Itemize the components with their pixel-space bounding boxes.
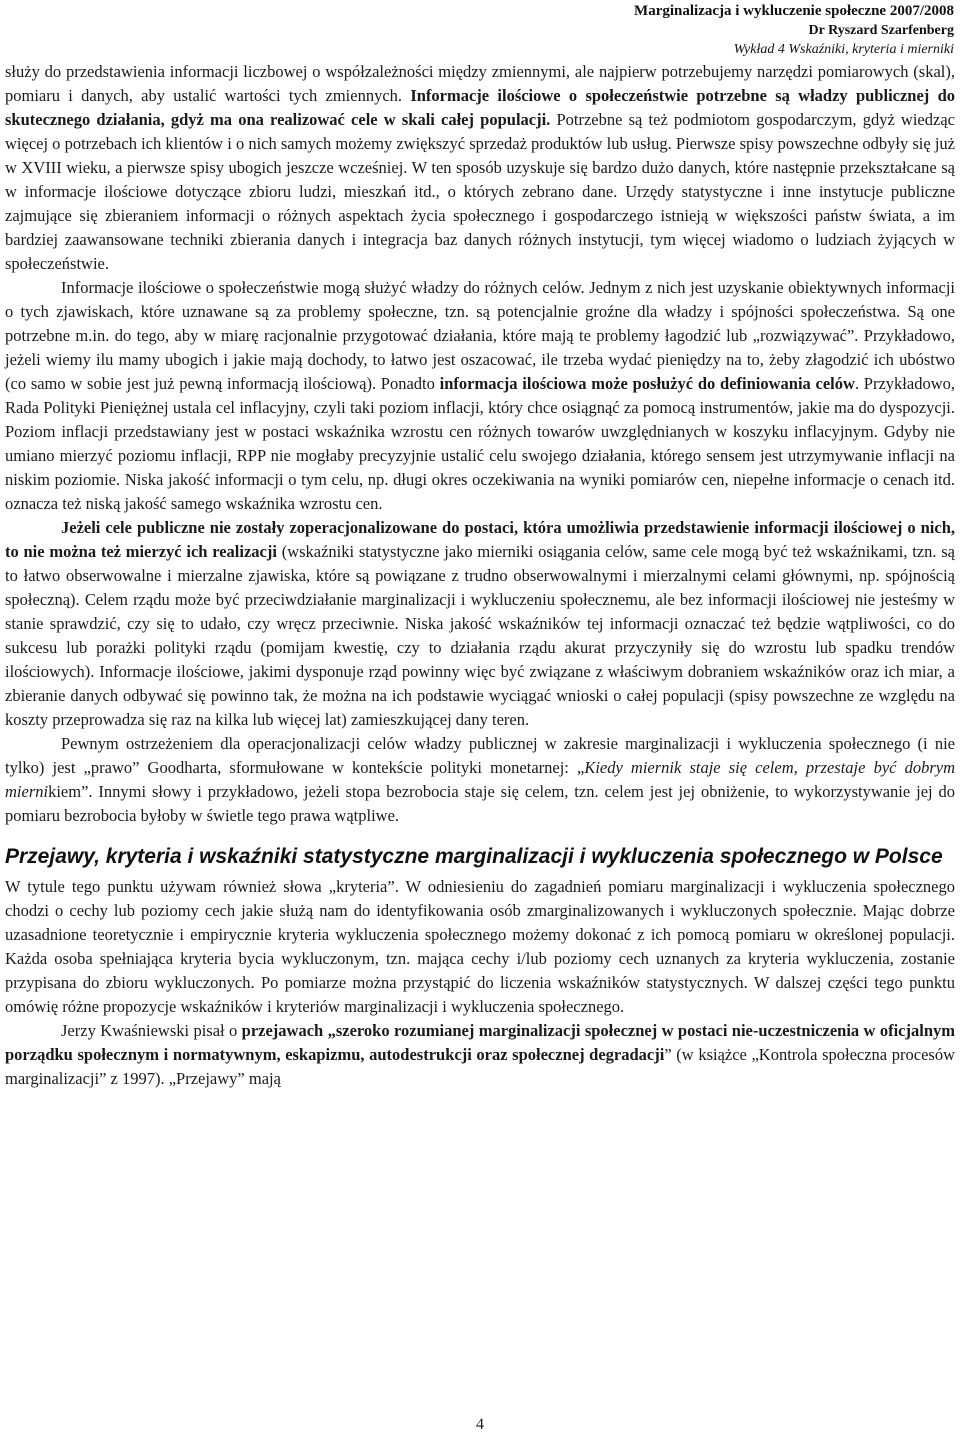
text-run: Jerzy Kwaśniewski pisał o xyxy=(61,1021,242,1040)
text-run: Pewnym ostrzeżeniem dla operacjonalizacji celów władzy publicznej w zakresie marginalizacji i wykluczenia społecznego (i nie tylko) jest „prawo” Goodharta, sformułowane w kontekście polityki monetarnej: „ xyxy=(5,734,955,777)
header-lecture: Wykład 4 Wskaźniki, kryteria i mierniki xyxy=(733,42,954,57)
paragraph-2 xyxy=(5,276,955,516)
paragraph-3 xyxy=(5,516,955,732)
paragraph-5 xyxy=(5,875,955,1019)
text-run: ” (w książce „Kontrola społeczna procesów marginalizacji” z 1997). „Przejawy” mają xyxy=(5,1045,955,1088)
text-run: Informacje ilościowe o społeczeństwie mogą służyć władzy do różnych celów. Jednym z nich jest uzyskanie obiektywnych informacji o tych zjawiskach, które uznawane są za problemy społeczne, tzn. są potencjalnie groźne dla władzy i spójności społeczeństwa. Są one potrzebne m.in. do tego, aby w miarę racjonalnie przygotować działania, które mają te problemy łagodzić lub „rozwiązywać”. Przykładowo, jeżeli wiemy ilu mamy ubogich i jakie mają dochody, to łatwo jest oszacować, ile trzeba wydać pieniędzy na to, żeby złagodzić ich ubóstwo (co samo w sobie jest już pewną informacją ilościową). Ponadto xyxy=(5,278,955,393)
page-number: 4 xyxy=(476,1416,484,1433)
bold-run: informacja ilościowa może posłużyć do definiowania celów xyxy=(439,374,855,393)
text-run: służy do przedstawienia informacji liczbowej o współzależności między zmiennymi, ale najpierw potrzebujemy narzędzi pomiarowych (skal), pomiaru i danych, aby ustalić wartości tych zmiennych. xyxy=(5,62,955,105)
header-author: Dr Ryszard Szarfenberg xyxy=(808,23,954,38)
header-course-title: Marginalizacja i wykluczenie społeczne 2007/2008 xyxy=(634,3,954,19)
bold-run: Informacje ilościowe o społeczeństwie potrzebne są władzy publicznej do skutecznego działania, gdyż ma ona realizować cele w skali całej populacji. xyxy=(5,86,955,129)
italic-run: Kiedy miernik staje się celem, przestaje być dobrym mierni xyxy=(5,758,955,801)
document-body xyxy=(5,60,955,1091)
text-run: Potrzebne są też podmiotom gospodarczym, gdyż wiedząc więcej o potrzebach ich klientów i o nich samych możemy zwiększyć sprzedaż produktów lub usług. Pierwsze spisy powszechne odbyły się już w XVIII wieku, a pierwsze spisy ubogich jeszcze wcześniej. W ten sposób uzyskuje się bardzo dużo danych, które następnie przekształcane są w informacje ilościowe dotyczące zbioru ludzi, mieszkań itd., o których zebrano dane. Urzędy statystyczne i inne instytucje publiczne zajmujące się zbieraniem informacji o różnych aspektach życia społecznego i gospodarczego istnieją w większości państw świata, a im bardziej zaawansowane techniki zbierania danych i integracja baz danych różnych instytucji, tym więcej wiadomo o ludziach żyjących w społeczeństwie. xyxy=(5,110,955,273)
paragraph-6 xyxy=(5,1019,955,1091)
bold-run: przejawach „szeroko rozumianej marginalizacji społecznej w postaci nie-uczestniczenia w oficjalnym porządku społecznym i normatywnym, eskapizmu, autodestrukcji oraz społecznej degradacji xyxy=(5,1021,955,1064)
section-heading: Przejawy, kryteria i wskaźniki statystyczne marginalizacji i wykluczenia społecznego w Polsce xyxy=(5,845,943,868)
paragraph-4 xyxy=(5,732,955,828)
text-run: (wskaźniki statystyczne jako mierniki osiągania celów, same cele mogą być też wskaźnikami, tzn. są to łatwo obserwowalne i mierzalne zjawiska, które są powiązane z trudno obserwowalnymi i mierzalnymi celami głównymi, np. spójnością społeczną). Celem rządu może być przeciwdziałanie marginalizacji i wykluczeniu społecznemu, ale bez informacji ilościowej nie jesteśmy w stanie sprawdzić, czy się to udało, czy wręcz przeciwnie. Niska jakość wskaźników tej informacji oznaczać też będzie wątpliwości, co do sukcesu lub porażki polityki rządu (pomijam kwestię, czy to działania rządu akurat przyczyniły się do wzrostu lub spadku trendów ilościowych). Informacje ilościowe, jakimi dysponuje rząd powinny więc być związane z właściwym dobraniem wskaźników oraz ich miar, a zbieranie danych odbywać się powinno tak, że można na ich podstawie wyciągać wnioski o całej populacji (spisy powszechne ze względu na koszty przeprowadza się raz na kilka lub więcej lat) zamieszkującej dany teren. xyxy=(5,542,955,729)
paragraph-1 xyxy=(5,60,955,276)
text-run: W tytule tego punktu używam również słowa „kryteria”. W odniesieniu do zagadnień pomiaru marginalizacji i wykluczenia społecznego chodzi o cechy lub poziomy cech jakie służą nam do identyfikowania osób zmarginalizowanych i wykluczonych społecznie. Mając dobrze uzasadnione teoretycznie i empirycznie kryteria wykluczenia społecznego możemy dokonać z ich pomocą pomiaru w określonej populacji. Każda osoba spełniająca kryteria bycia wykluczonym, tzn. mająca cechy i/lub poziomy cech uznanych za kryteria wykluczenia, zostanie przypisana do zbioru wykluczonych. Po pomiarze można przystąpić do liczenia wskaźników statystycznych. W dalszej części tego punktu omówię różne propozycje wskaźników i kryteriów marginalizacji i wykluczenia społecznego. xyxy=(5,877,955,1016)
text-run: . Przykładowo, Rada Polityki Pieniężnej ustala cel inflacyjny, czyli taki poziom inflacji, który chce osiągnąć za pomocą instrumentów, jakie ma do dyspozycji. Poziom inflacji przedstawiany jest w postaci wskaźnika wzrostu cen różnych towarów uwzględnianych w koszyku inflacyjnym. Gdyby nie umiano mierzyć poziomu inflacji, RPP nie mogłaby precyzyjnie ustalić celu swojego działania, którego sensem jest utrzymywanie inflacji na niskim poziomie. Niska jakość informacji o tym celu, np. długi okres oczekiwania na wyniki pomiarów cen, niepełne informacje o cenach itd. oznacza też niską jakość samego wskaźnika wzrostu cen. xyxy=(5,374,956,513)
bold-run: Jeżeli cele publiczne nie zostały zoperacjonalizowane do postaci, która umożliwia przedstawienie informacji ilościowej o nich, to nie można też mierzyć ich realizacji xyxy=(5,518,955,561)
text-run: kiem”. Innymi słowy i przykładowo, jeżeli stopa bezrobocia staje się celem, tzn. celem jest jej obniżenie, to wykorzystywanie jej do pomiaru bezrobocia byłoby w świetle tego prawa wątpliwe. xyxy=(5,782,955,825)
running-header xyxy=(634,2,954,59)
